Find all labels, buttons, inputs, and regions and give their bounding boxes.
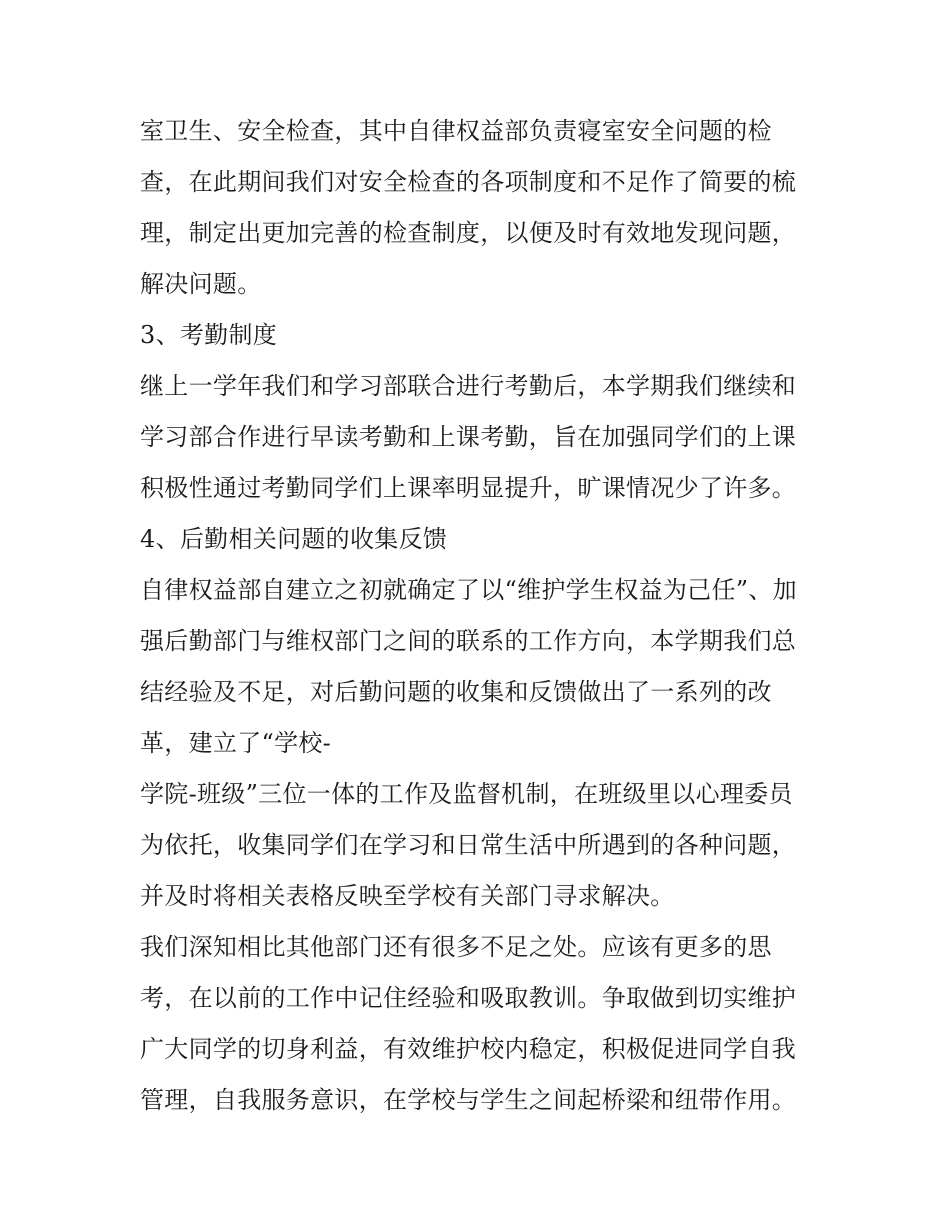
text-line: 管理，自我服务意识，在学校与学生之间起桥梁和纽带作用。 bbox=[140, 1086, 797, 1114]
text-line: 广大同学的切身利益，有效维护校内稳定，积极促进同学自我 bbox=[140, 1035, 797, 1063]
document-body bbox=[140, 106, 830, 1126]
text-line: 学院-班级”三位一体的工作及监督机制，在班级里以心理委员 bbox=[140, 780, 793, 808]
text-line: 解决问题。 bbox=[140, 270, 262, 298]
text-line: 继上一学年我们和学习部联合进行考勤后，本学期我们继续和 bbox=[140, 372, 797, 400]
text-line: 革，建立了“学校- bbox=[140, 729, 332, 757]
text-line: 查，在此期间我们对安全检查的各项制度和不足作了简要的梳 bbox=[140, 168, 797, 196]
text-line: 积极性通过考勤同学们上课率明显提升，旷课情况少了许多。 bbox=[140, 474, 797, 502]
text-line: 为依托，收集同学们在学习和日常生活中所遇到的各种问题， bbox=[140, 831, 797, 859]
text-line: 自律权益部自建立之初就确定了以“维护学生权益为己任”、加 bbox=[140, 576, 797, 604]
text-line: 结经验及不足，对后勤问题的收集和反馈做出了一系列的改 bbox=[140, 678, 772, 706]
text-line: 我们深知相比其他部门还有很多不足之处。应该有更多的思 bbox=[140, 933, 772, 961]
text-line: 考，在以前的工作中记住经验和吸取教训。争取做到切实维护 bbox=[140, 984, 797, 1012]
text-line: 理，制定出更加完善的检查制度，以便及时有效地发现问题， bbox=[140, 219, 797, 247]
text-line: 室卫生、安全检查，其中自律权益部负责寝室安全问题的检 bbox=[140, 117, 772, 145]
section-heading: 3、考勤制度 bbox=[140, 321, 278, 349]
section-heading: 4、后勤相关问题的收集反馈 bbox=[140, 525, 448, 553]
text-line: 并及时将相关表格反映至学校有关部门寻求解决。 bbox=[140, 882, 675, 910]
text-line: 学习部合作进行早读考勤和上课考勤，旨在加强同学们的上课 bbox=[140, 423, 797, 451]
text-line: 强后勤部门与维权部门之间的联系的工作方向，本学期我们总 bbox=[140, 627, 797, 655]
